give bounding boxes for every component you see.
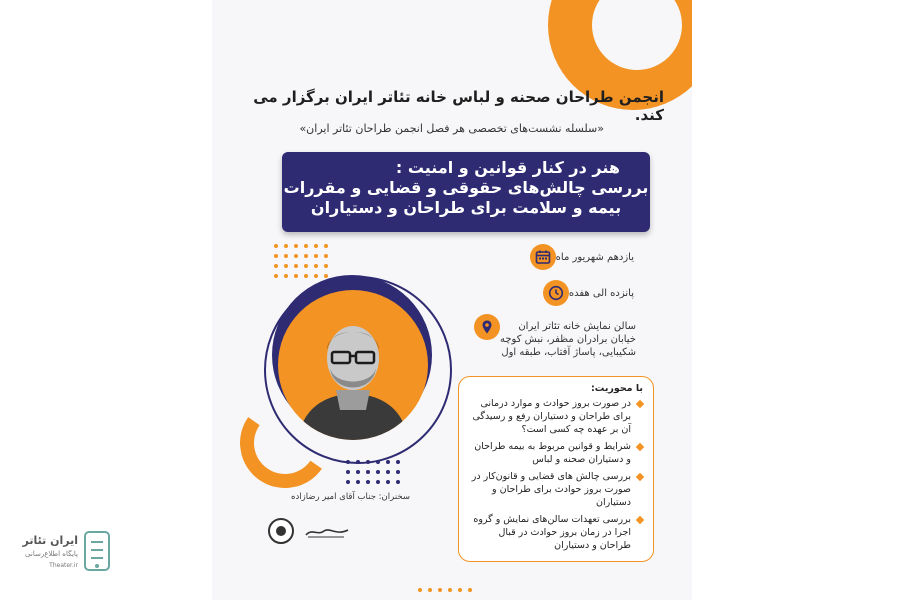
organizer-announcement: انجمن طراحان صحنه و لباس خانه تئاتر ایران برگزار می کند. bbox=[253, 88, 664, 124]
bullet-diamond-icon bbox=[636, 400, 644, 408]
event-location bbox=[500, 320, 636, 359]
location-row bbox=[474, 314, 644, 359]
banner-line-3: بیمه و سلامت برای طراحان و دستیاران bbox=[310, 198, 622, 217]
watermark-tagline: پایگاه اطلاع‌رسانی bbox=[25, 550, 78, 558]
theater-house-logo bbox=[268, 518, 294, 544]
location-pin-icon bbox=[474, 314, 500, 340]
association-signature-logo bbox=[304, 526, 350, 538]
banner-line-1: هنر در کنار قوانین و امنیت : bbox=[395, 158, 620, 177]
bullet-diamond-icon bbox=[636, 473, 644, 481]
topic-item-text: بررسی چالش های قضایی و قانون‌کار در صورت بروز حوادث برای طراحان و دستیاران bbox=[471, 471, 631, 508]
topic-item bbox=[467, 397, 643, 436]
clock-icon bbox=[543, 280, 569, 306]
event-date: یازدهم شهریور ماه bbox=[555, 252, 634, 263]
watermark-name: ایران تئاتر bbox=[22, 534, 78, 547]
location-line-1: سالن نمایش خانه تئاتر ایران bbox=[518, 321, 636, 332]
topics-heading: با محوریت: bbox=[590, 383, 643, 394]
bullet-diamond-icon bbox=[636, 443, 644, 451]
event-title-banner bbox=[282, 152, 650, 232]
navy-dot-grid bbox=[346, 460, 400, 484]
iran-theater-logo-icon bbox=[82, 528, 112, 574]
event-time: پانزده الی هفده bbox=[568, 288, 634, 299]
topic-item-text: شرایط و قوانین مربوط به بیمه طراحان و دستیاران صحنه و لباس bbox=[474, 441, 631, 465]
orange-dot-grid bbox=[274, 244, 328, 278]
event-poster bbox=[212, 0, 692, 600]
topic-item bbox=[467, 470, 643, 509]
topic-item bbox=[467, 440, 643, 466]
iran-theater-watermark bbox=[22, 528, 112, 574]
watermark-url: Theater.ir bbox=[49, 562, 78, 569]
location-line-3: شکیبایی، پاساژ آفتاب، طبقه اول bbox=[501, 347, 636, 358]
date-row bbox=[530, 244, 644, 270]
speaker-credit: سخنران: جناب آقای امیر رضازاده bbox=[290, 492, 410, 502]
series-subtitle: «سلسله نشست‌های تخصصی هر فصل انجمن طراحان تئاتر ایران» bbox=[299, 122, 604, 135]
topic-item bbox=[467, 513, 643, 552]
calendar-icon bbox=[530, 244, 556, 270]
banner-line-2: بررسی چالش‌های حقوقی و قضایی و مقررات bbox=[283, 178, 649, 197]
bottom-orange-dots bbox=[418, 588, 472, 592]
topic-item-text: در صورت بروز حوادث و موارد درمانی برای طراحان و دستیاران رفع و رسیدگی آن بر عهده چه کسی است؟ bbox=[472, 398, 631, 435]
location-line-2: خیابان برادران مظفر، نبش کوچه bbox=[499, 334, 636, 345]
topic-item-text: بررسی تعهدات سالن‌های نمایش و گروه اجرا در زمان بروز حوادث در قبال طراحان و دستیاران bbox=[473, 514, 631, 551]
bullet-diamond-icon bbox=[636, 516, 644, 524]
time-row bbox=[543, 280, 644, 306]
topics-box bbox=[458, 376, 654, 562]
